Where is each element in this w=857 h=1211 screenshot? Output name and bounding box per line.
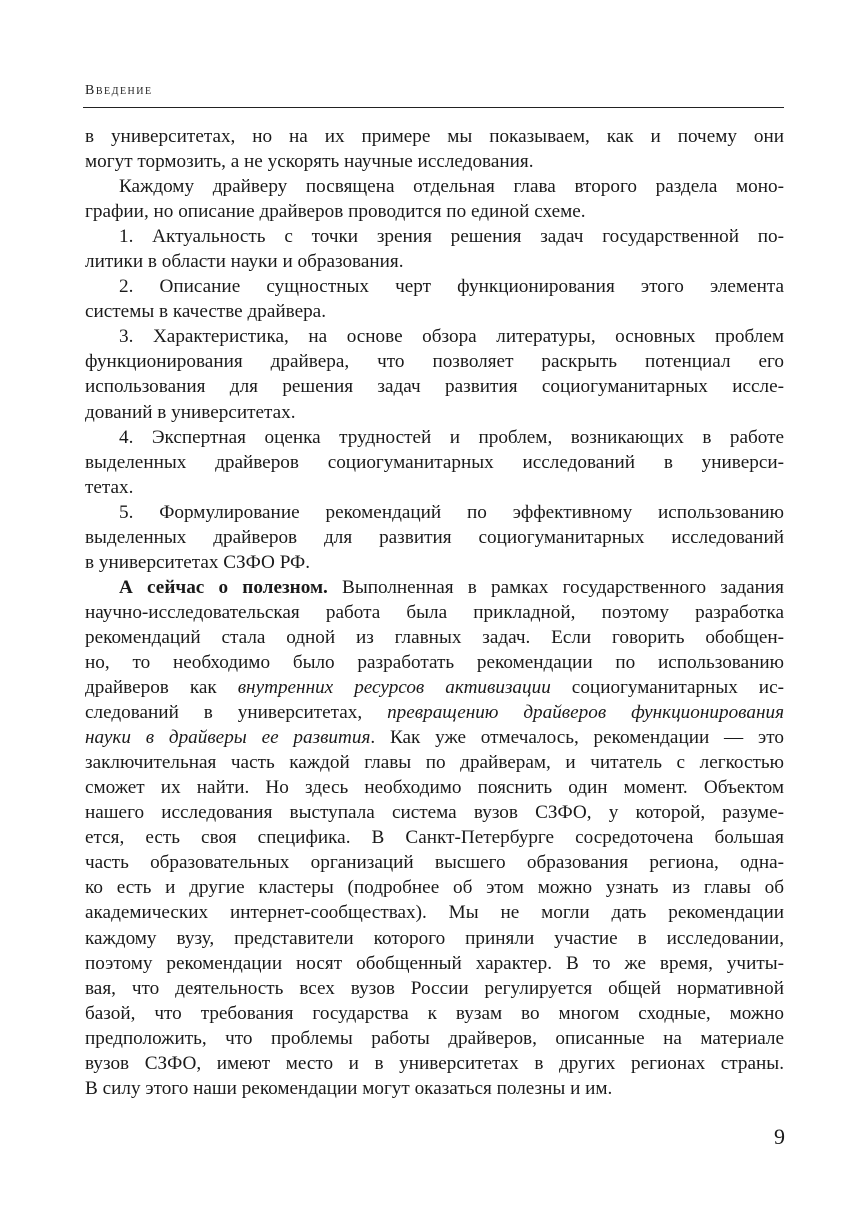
text-line: поэтому рекомендации носят обобщенный характер. В то же время, учиты-: [85, 952, 784, 974]
text-line: в университетах, но на их примере мы показываем, как и почему они: [85, 126, 784, 147]
text-line: выделенных драйверов для развития социогуманитарных исследований: [85, 526, 784, 548]
text-line: [85, 675, 784, 700]
text-line: 5. Формулирование рекомендаций по эффективному использованию: [119, 501, 784, 523]
text-line: предположить, что проблемы работы драйверов, описанные на материале: [85, 1027, 784, 1049]
text-line: В силу этого наши рекомендации могут оказаться полезны и им.: [85, 1077, 613, 1099]
list-item-2: [85, 274, 784, 324]
text-line: в университетах СЗФО РФ.: [85, 551, 311, 573]
text-line: [85, 700, 784, 725]
list-item-3: [85, 324, 784, 424]
text-line: 1. Актуальность с точки зрения решения задач государственной по-: [119, 226, 784, 248]
text-line: научно-исследовательская работа была прикладной, поэтому разработка: [85, 601, 784, 623]
text-line: ется, есть своя специфика. В Санкт-Петербурге сосредоточена большая: [85, 827, 784, 849]
text-line: [85, 725, 784, 750]
text-run: социогуманитарных ис-: [550, 677, 784, 699]
text-line: Каждому драйверу посвящена отдельная глава второго раздела моно-: [119, 176, 784, 198]
text-line: 2. Описание сущностных черт функционирования этого элемента: [119, 276, 784, 298]
text-line: рекомендаций стала одной из главных задач. Если говорить обобщен-: [85, 626, 784, 648]
body-text: [85, 124, 784, 1101]
text-line: функционирования драйвера, что позволяет раскрыть потенциал его: [85, 351, 784, 373]
text-line: ко есть и другие кластеры (подробнее об этом можно узнать из главы об: [85, 877, 784, 899]
italic-emphasis: внутренних ресурсов активизации: [237, 677, 551, 699]
text-run: . Как уже отмечалось, рекомендации — это: [370, 727, 784, 749]
header-rule: [83, 107, 784, 108]
lead-in-bold: А сейчас о полезном.: [119, 576, 328, 598]
paragraph-useful: [85, 575, 784, 1101]
italic-emphasis: превращению драйверов функционирования: [387, 702, 784, 724]
text-line: нашего исследования выступала система вузов СЗФО, у которой, разуме-: [85, 802, 784, 824]
text-line: вузов СЗФО, имеют место и в университетах в других регионах страны.: [85, 1052, 784, 1074]
text-line: академических интернет-сообществах). Мы не могли дать рекомендации: [85, 902, 784, 924]
italic-emphasis: науки в драйверы ее развития: [85, 727, 371, 749]
text-line: 3. Характеристика, на основе обзора литературы, основных проблем: [119, 326, 784, 348]
list-item-4: [85, 425, 784, 500]
text-line: сможет их найти. Но здесь необходимо пояснить один момент. Объектом: [85, 777, 784, 799]
text-run: следований в университетах,: [85, 702, 388, 724]
text-line: базой, что требования государства к вузам во многом сходные, можно: [85, 1002, 784, 1024]
text-line: тетах.: [85, 476, 134, 498]
text-line: заключительная часть каждой главы по драйверам, и читатель с легкостью: [85, 752, 784, 774]
text-run: драйверов как: [85, 677, 238, 699]
list-item-1: [85, 224, 784, 274]
text-line: каждому вузу, представители которого приняли участие в исследовании,: [85, 927, 784, 949]
text-line: могут тормозить, а не ускорять научные исследования.: [85, 151, 534, 173]
text-line: но, то необходимо было разработать рекомендации по использованию: [85, 651, 784, 673]
text-line: системы в качестве драйвера.: [85, 301, 326, 323]
paragraph-2: [85, 174, 784, 224]
text-line: часть образовательных организаций высшего образования региона, одна-: [85, 852, 784, 874]
text-line: 4. Экспертная оценка трудностей и проблем, возникающих в работе: [119, 426, 784, 448]
page-number: 9: [774, 1124, 785, 1149]
text-line: графии, но описание драйверов проводится по единой схеме.: [85, 201, 586, 223]
text-line: [85, 575, 784, 600]
text-line: литики в области науки и образования.: [85, 251, 404, 273]
list-item-5: [85, 500, 784, 575]
text-line: дований в университетах.: [85, 401, 296, 423]
text-line: вая, что деятельность всех вузов России регулируется общей нормативной: [85, 977, 784, 999]
text-line: использования для решения задач развития социогуманитарных иссле-: [85, 376, 784, 398]
paragraph-1: [85, 124, 784, 174]
running-header: Введение: [85, 83, 153, 98]
text-line: выделенных драйверов социогуманитарных исследований в универси-: [85, 451, 784, 473]
text-run: Выполненная в рамках государственного задания: [327, 576, 784, 598]
